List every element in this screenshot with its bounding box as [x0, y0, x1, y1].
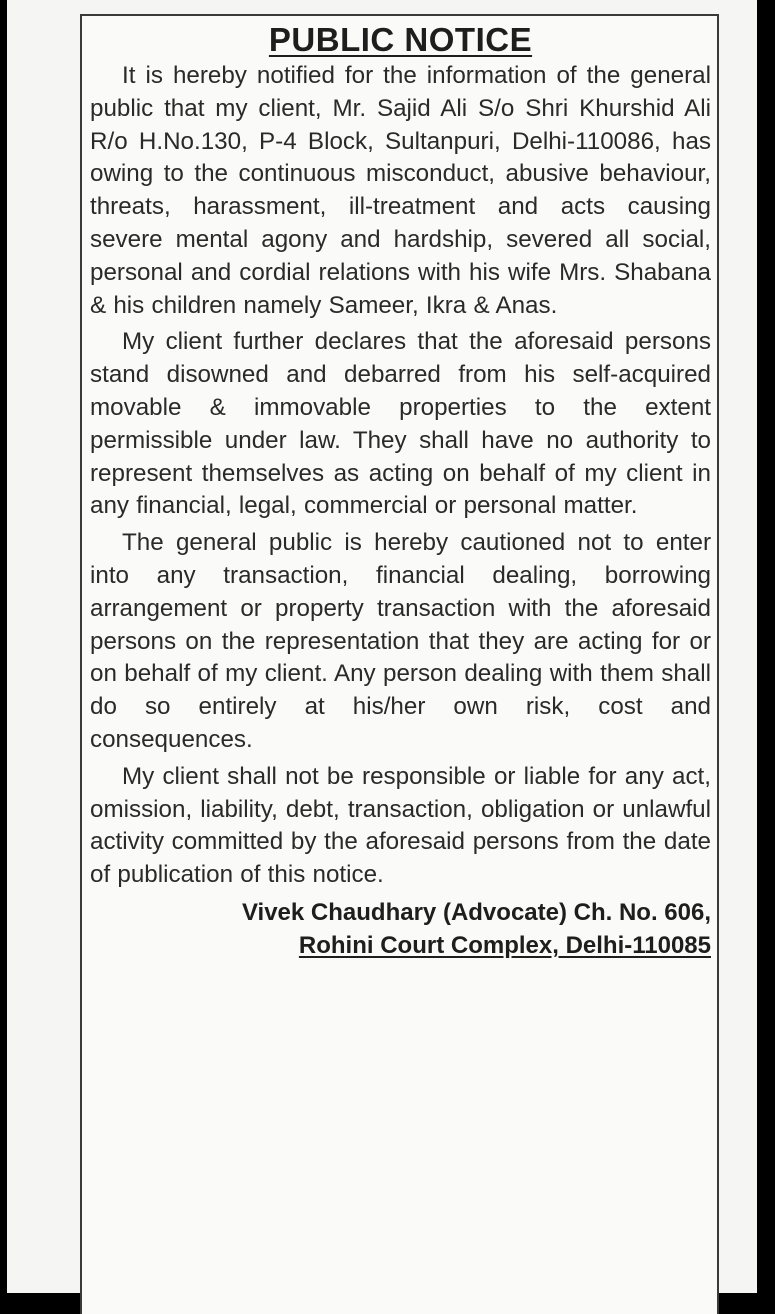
- notice-paragraph-2: My client further declares that the aforesaid persons stand disowned and debarred from his self-acquired movable & immovable properties to the extent permissible under law. They shall have no authority to represent themselves as acting on behalf of my client in any financial, legal, commercial or personal matter.: [90, 328, 711, 520]
- advocate-name-chamber: Vivek Chaudhary (Advocate) Ch. No. 606,: [241, 898, 711, 926]
- advocate-signature-block: [90, 896, 711, 962]
- notice-title: PUBLIC NOTICE: [268, 21, 533, 58]
- notice-paragraph-4: My client shall not be responsible or liable for any act, omission, liability, debt, transaction, obligation or unlawful activity committed by the aforesaid persons from the date of publication of this notice.: [90, 762, 711, 889]
- right-border: [757, 0, 775, 1293]
- left-border: [0, 0, 7, 1293]
- advocate-address: Rohini Court Complex, Delhi-110085: [298, 931, 711, 959]
- notice-paragraph-3: The general public is hereby cautioned not to enter into any transaction, financial dealing, borrowing arrangement or property transaction with the aforesaid persons on the representation that they are acting for or on behalf of my client. Any person dealing with them shall do so entirely at his/her own risk, cost and consequences.: [90, 529, 711, 753]
- notice-paragraph-1: It is hereby notified for the information of the general public that my client, Mr. Sajid Ali S/o Shri Khurshid Ali R/o H.No.130, P-4 Block, Sultanpuri, Delhi-110086, has owing to the continuous misconduct, abusive behaviour, threats, harassment, ill-treatment and acts causing severe mental agony and hardship, severed all social, personal and cordial relations with his wife Mrs. Shabana & his children namely Sameer, Ikra & Anas.: [90, 62, 711, 319]
- public-notice-box: [80, 14, 719, 1314]
